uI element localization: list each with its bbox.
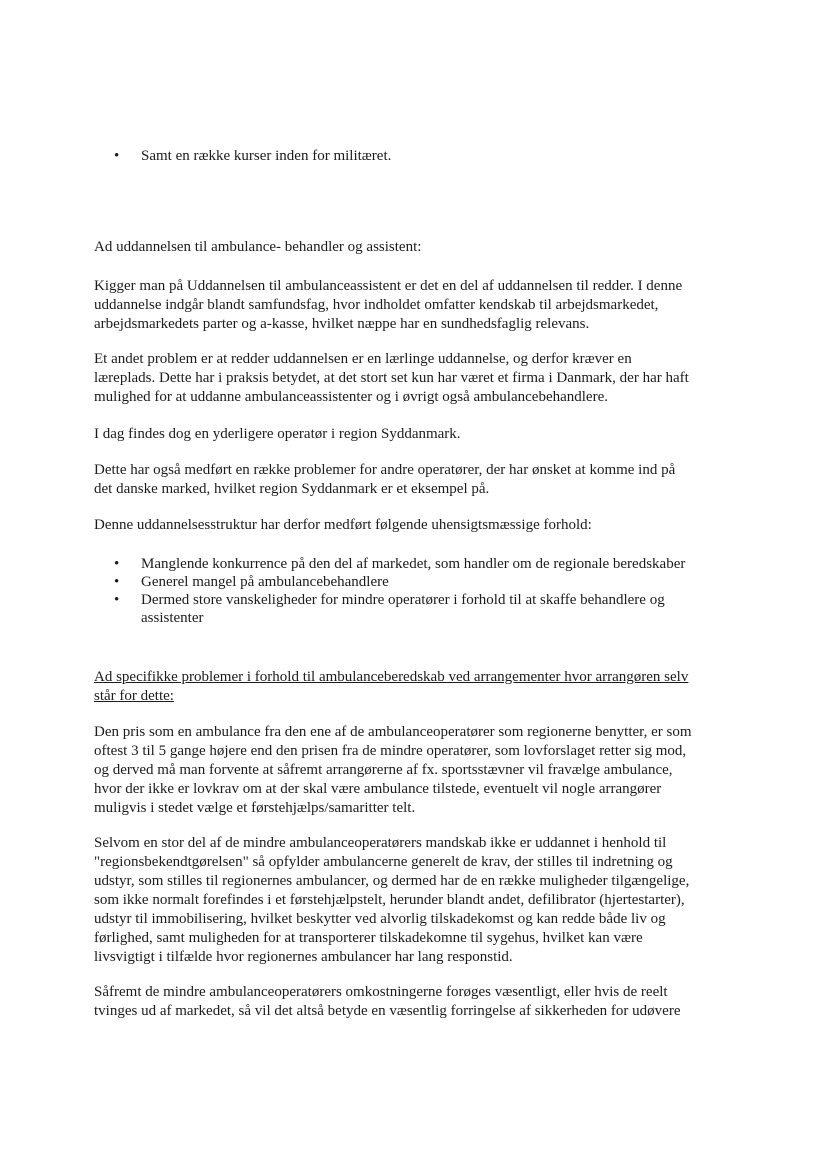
paragraph-line: arbejdsmarkedets parter og a-kasse, hvilket næppe har en sundhedsfaglig relevans. (94, 316, 590, 332)
paragraph (94, 277, 734, 334)
section-heading-underlined: Ad specifikke problemer i forhold til ambulanceberedskab ved arrangementer hvor arrangøren selv står for dette: (94, 669, 689, 704)
paragraph (94, 425, 734, 444)
list-item: • Manglende konkurrence på den del af markedet, som handler om de regionale beredskaber (114, 556, 686, 572)
paragraph-line: udstyr til immobilisering, hvilket beskytter ved alvorlig tilskadekomst og kan redde både liv og (94, 911, 666, 927)
paragraph (94, 834, 734, 967)
top-bullet-list (114, 147, 734, 165)
list-item (114, 147, 734, 165)
paragraph-line: tvinges ud af markedet, så vil det altså betyde en væsentlig forringelse af sikkerheden for udøvere (94, 1003, 681, 1019)
paragraph (94, 983, 734, 1021)
paragraph-line: oftest 3 til 5 gange højere end den prisen fra de mindre operatører, som lovforslaget retter sig mod, (94, 743, 687, 759)
paragraph-line: livsvigtigt i tilfælde hvor regionernes ambulancer har lang responstid. (94, 949, 513, 965)
bullet-text: Samt en række kurser inden for militæret. (141, 148, 392, 164)
paragraph-line: Dette har også medført en række problemer for andre operatører, der har ønsket at komme ind på (94, 462, 676, 478)
bullet-icon: • (114, 574, 120, 590)
paragraph (94, 461, 734, 499)
list-item: • Generel mangel på ambulancebehandlere (114, 574, 389, 590)
paragraph-line: I dag findes dog en yderligere operatør i region Syddanmark. (94, 426, 461, 442)
paragraph-line: det danske marked, hvilket region Syddanmark er et eksempel på. (94, 481, 490, 497)
paragraph-line: udstyr, som stilles til regionernes ambulancer, og dermed har de en række muligheder tilgængelige, (94, 873, 690, 889)
paragraph-line: Denne uddannelsesstruktur har derfor medført følgende uhensigtsmæssige forhold: (94, 517, 592, 533)
paragraph-line: mulighed for at uddanne ambulanceassistenter og i øvrigt også ambulancebehandlere. (94, 389, 608, 405)
paragraph-line: som ikke normalt forefindes i et førstehjælpstelt, herunder blandt andet, defilibrator (hjertestarter), (94, 892, 685, 908)
section-heading: Ad uddannelsen til ambulance- behandler og assistent: (94, 239, 422, 255)
paragraph-line: Kigger man på Uddannelsen til ambulanceassistent er det en del af uddannelsen til redder. I denne (94, 278, 683, 294)
paragraph (94, 723, 734, 818)
bullet-icon: • (114, 556, 120, 572)
paragraph-line: uddannelse indgår blandt samfundsfag, hvor indholdet omfatter kendskab til arbejdsmarkedet, (94, 297, 659, 313)
paragraph (94, 516, 734, 535)
bullet-icon: • (114, 592, 120, 608)
paragraph-line: muligvis i stedet vælge et førstehjælps/samaritter telt. (94, 800, 416, 816)
paragraph-line: Et andet problem er at redder uddannelsen er en lærlinge uddannelse, og derfor kræver en (94, 351, 632, 367)
list-item: • Dermed store vanskeligheder for mindre operatører i forhold til at skaffe behandlere og assistenter (114, 592, 665, 626)
bullet-list (114, 555, 734, 627)
paragraph-line: Den pris som en ambulance fra den ene af de ambulanceoperatører som regionerne benytter, er som (94, 724, 692, 740)
paragraph-line: Selvom en stor del af de mindre ambulanceoperatørers mandskab ikke er uddannet i henhold til (94, 835, 667, 851)
bullet-icon: • (114, 148, 120, 164)
paragraph-line: hvor der ikke er lovkrav om at der skal være ambulance tilstede, eventuelt vil nogle arrangører (94, 781, 662, 797)
paragraph-line: "regionsbekendtgørelsen" så opfylder ambulancerne generelt de krav, der stilles til indretning og (94, 854, 673, 870)
paragraph-line: Såfremt de mindre ambulanceoperatørers omkostningerne forøges væsentligt, eller hvis de reelt (94, 984, 668, 1000)
paragraph-line: og derved må man forvente at såfremt arrangørerne af fx. sportsstævner vil fravælge ambulance, (94, 762, 673, 778)
paragraph-line: læreplads. Dette har i praksis betydet, at det stort set kun har været et firma i Danmark, der har haft (94, 370, 689, 386)
paragraph (94, 350, 734, 407)
paragraph-line: førlighed, samt muligheden for at transporterer tilskadekomne til sygehus, hvilket kan være (94, 930, 643, 946)
